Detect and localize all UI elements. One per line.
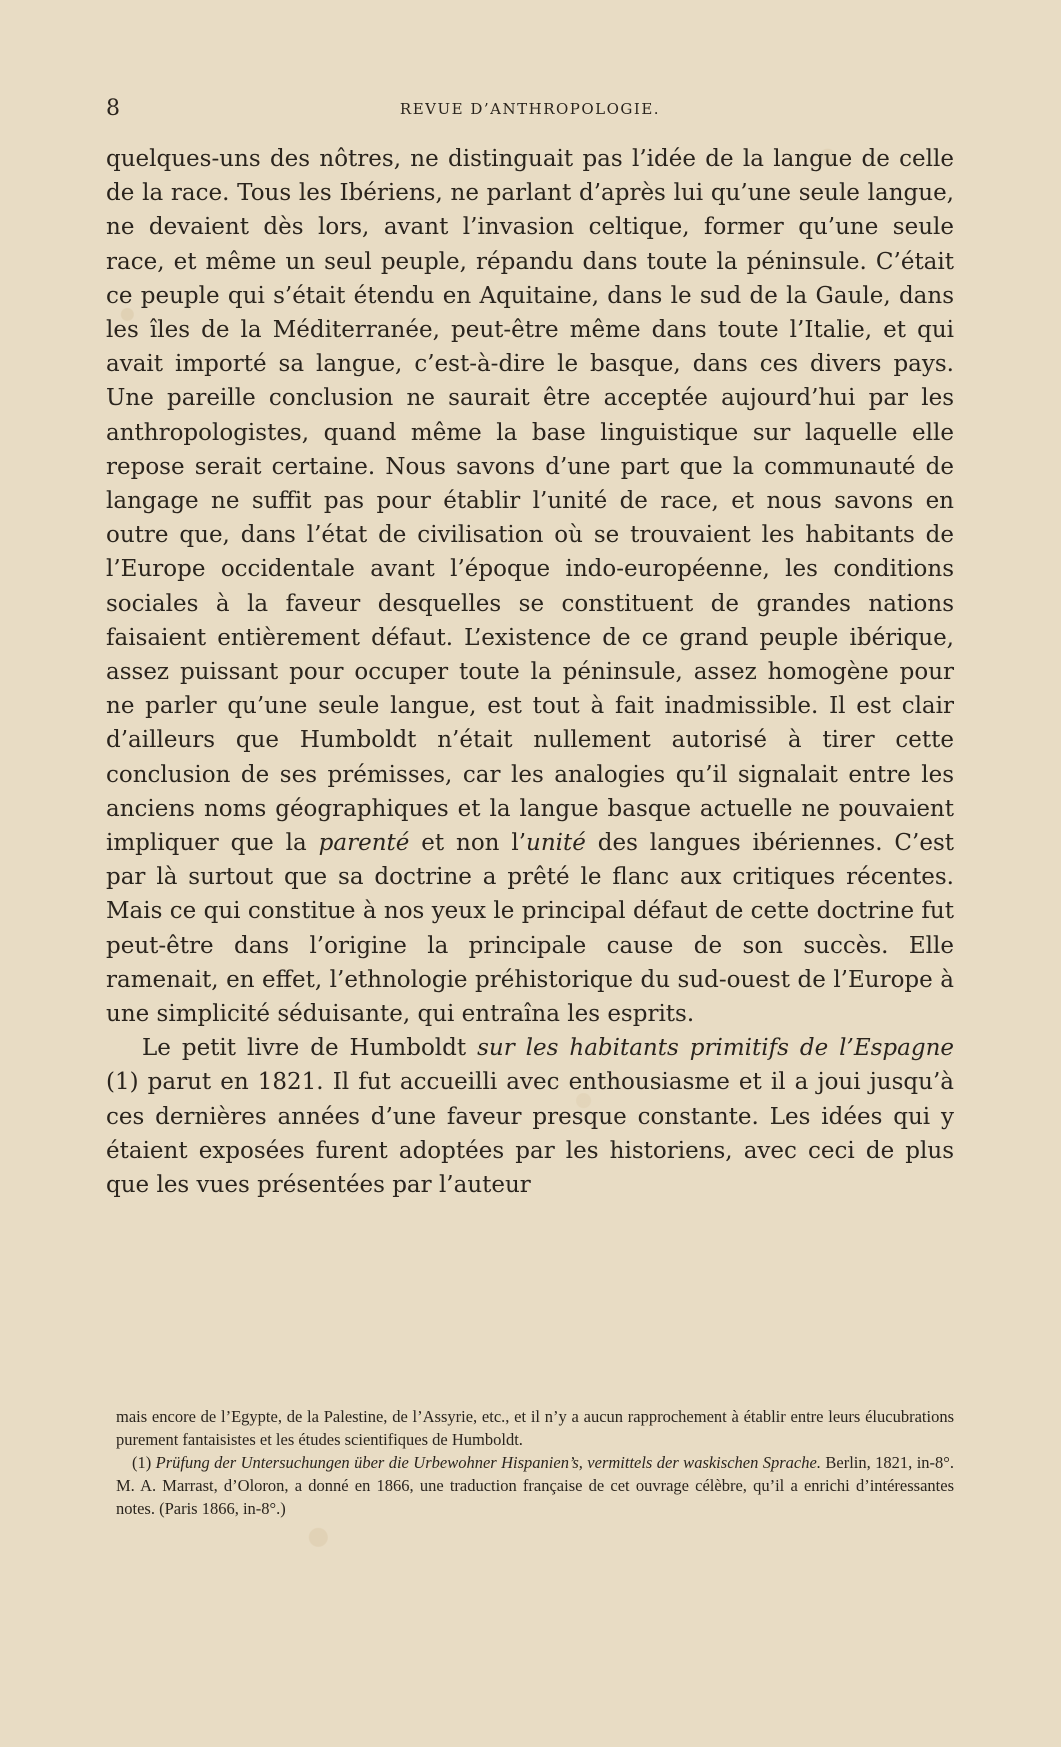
footnote-1-marker: (1) bbox=[132, 1453, 156, 1472]
emphasis-parente: parenté bbox=[318, 830, 410, 857]
running-head bbox=[106, 96, 954, 126]
footnote-1: (1) Prüfung der Untersuchungen über die Urbewohner Hispanien’s, vermittels der waskischen Sprache. Berlin, 1821, in-8°. M. A. Marrast, d’Oloron, a donné en 1866, une traduction française de cet ouvrage célèbre, qu’il a enrichi d’intéressantes notes. (Paris 1866, in-8°.) bbox=[116, 1453, 954, 1518]
footnotes bbox=[116, 1405, 954, 1520]
body-text bbox=[106, 142, 954, 1202]
paragraph-2: Le petit livre de Humboldt sur les habitants primitifs de l’Espagne (1) parut en 1821. Il fut accueilli avec enthousiasme et il a joui jusqu’à ces dernières années d’une faveur presque constante. Les idées qui y étaient exposées furent adoptées par les historiens, avec ceci de plus que les vues présentées par l’auteur bbox=[106, 1035, 954, 1199]
page-number: 8 bbox=[106, 96, 120, 121]
paragraph-1: quelques-uns des nôtres, ne distinguait pas l’idée de la langue de celle de la race. Tous les Ibériens, ne parlant d’après lui qu’une seule langue, ne devaient dès lors, avant l’invasion celtique, former qu’une seule race, et même un seul peuple, répandu dans toute la péninsule. C’était ce peuple qui s’était étendu en Aquitaine, dans le sud de la Gaule, dans les îles de la Méditerranée, peut-être même dans toute l’Italie, et qui avait importé sa langue, c’est-à-dire le basque, dans ces divers pays. Une pareille conclusion ne saurait être acceptée aujourd’hui par les anthropologistes, quand même la base linguistique sur laquelle elle repose serait certaine. Nous savons d’une part que la communauté de langage ne suffit pas pour établir l’unité de race, et nous savons en outre que, dans l’état de civilisation où se trouvaient les habitants de l’Europe occidentale avant l’époque indo-européenne, les conditions sociales à la faveur desquelles se constituent de grandes nations faisaient entièrement défaut. L’existence de ce grand peuple ibérique, assez puissant pour occuper toute la péninsule, assez homogène pour ne parler qu’une seule langue, est tout à fait inadmissible. Il est clair d’ailleurs que Humboldt n’était nullement autorisé à tirer cette conclusion de ses prémisses, car les analogies qu’il signalait entre les anciens noms géographiques et la langue basque actuelle ne pouvaient impliquer que la parenté et non l’unité des langues ibériennes. C’est par là surtout que sa doctrine a prêté le flanc aux critiques récentes. Mais ce qui constitue à nos yeux le principal défaut de cette doctrine fut peut-être dans l’origine la principale cause de son succès. Elle ramenait, en effet, l’ethnologie préhistorique du sud-ouest de l’Europe à une simplicité séduisante, qui entraîna les esprits. bbox=[106, 146, 954, 1028]
emphasis-unite: unité bbox=[526, 830, 586, 857]
footnote-continuation: mais encore de l’Egypte, de la Palestine, de l’Assyrie, etc., et il n’y a aucun rapprochement à établir entre leurs élucubrations purement fantaisistes et les études scientifiques de Humboldt. bbox=[116, 1407, 954, 1449]
footnote-1-title: Prüfung der Untersuchungen über die Urbewohner Hispanien’s, vermittels der waskischen Sprache. bbox=[155, 1453, 821, 1472]
journal-title: REVUE D’ANTHROPOLOGIE. bbox=[399, 100, 661, 118]
book-title: sur les habitants primitifs de l’Espagne bbox=[477, 1035, 954, 1062]
